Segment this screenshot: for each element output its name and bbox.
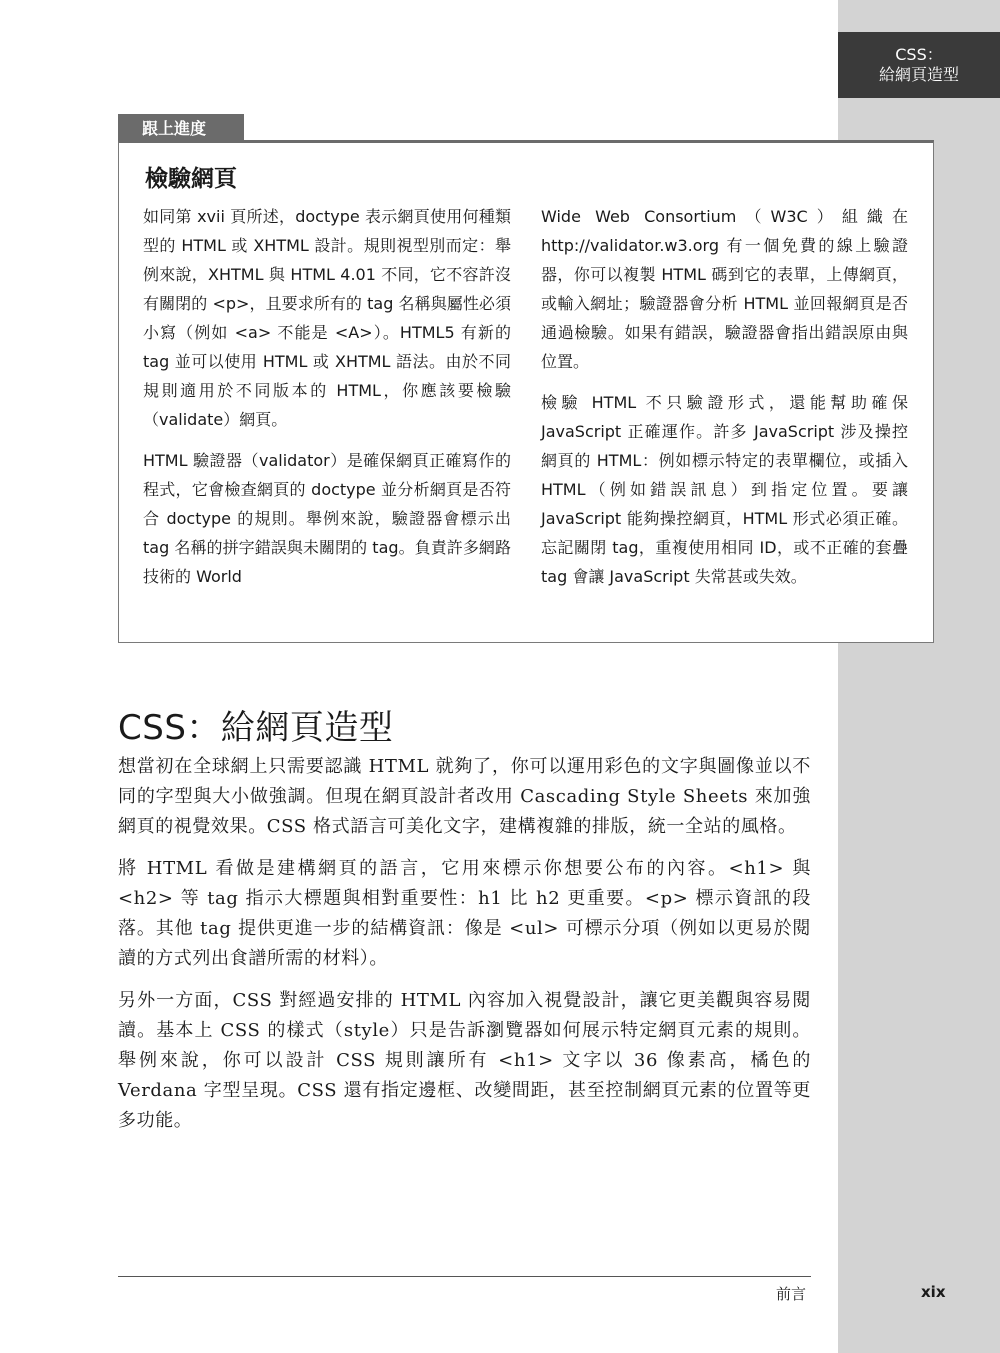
chapter-tab-line2: 給網頁造型 <box>878 65 959 84</box>
sidebar-right-column <box>541 202 908 603</box>
section-heading: CSS：給網頁造型 <box>118 708 394 748</box>
chapter-tab <box>838 32 1000 98</box>
sidebar-box-title: 檢驗網頁 <box>145 166 237 192</box>
footer-divider <box>118 1276 811 1277</box>
chapter-tab-line1: CSS： <box>895 45 943 64</box>
body-paragraph: 將 HTML 看做是建構網頁的語言，它用來標示你想要公布的內容。<h1> 與 <h2> 等 tag 指示大標題與相對重要性：h1 比 h2 更重要。<p> 標示資訊的段落。其他 tag 提供更進一步的結構資訊：像是 <ul> 可標示分項（例如以更易於閱讀的方式列出食譜所需的材料）。 <box>118 858 811 969</box>
section-body <box>118 752 811 1148</box>
body-paragraph: 想當初在全球網上只需要認識 HTML 就夠了，你可以運用彩色的文字與圖像並以不同的字型與大小做強調。但現在網頁設計者改用 Cascading Style Sheets 來加強網頁的視覺效果。CSS 格式語言可美化文字，建構複雜的排版，統一全站的風格。 <box>118 756 811 837</box>
page-number: xix <box>921 1283 946 1301</box>
sidebar-left-column <box>143 202 511 603</box>
sidebar-paragraph: 如同第 xvii 頁所述，doctype 表示網頁使用何種類型的 HTML 或 XHTML 設計。規則視型別而定：舉例來說，XHTML 與 HTML 4.01 不同，它不容許沒有關閉的 <p>，且要求所有的 tag 名稱與屬性必須小寫（例如 <a> 不能是 <A>）。HTML5 有新的 tag 並可以使用 HTML 或 XHTML 語法。由於不同規則適用於不同版本的 HTML，你應該要檢驗（validate）網頁。 <box>143 207 511 429</box>
footer-chapter-label: 前言 <box>776 1285 807 1303</box>
body-paragraph: 另外一方面，CSS 對經過安排的 HTML 內容加入視覺設計，讓它更美觀與容易閱讀。基本上 CSS 的樣式（style）只是告訴瀏覽器如何展示特定網頁元素的規則。舉例來說，你可以設計 CSS 規則讓所有 <h1> 文字以 36 像素高，橘色的 Verdana 字型呈現。CSS 還有指定邊框、改變間距，甚至控制網頁元素的位置等更多功能。 <box>118 990 811 1131</box>
sidebar-paragraph: 檢驗 HTML 不只驗證形式，還能幫助確保 JavaScript 正確運作。許多 JavaScript 涉及操控網頁的 HTML：例如標示特定的表單欄位，或插入 HTML（例如錯誤訊息）到指定位置。要讓 JavaScript 能夠操控網頁，HTML 形式必須正確。忘記關閉 tag，重複使用相同 ID，或不正確的套疊 tag 會讓 JavaScript 失常甚或失效。 <box>541 393 908 586</box>
sidebar-paragraph: Wide Web Consortium（W3C）組織在 http://validator.w3.org 有一個免費的線上驗證器，你可以複製 HTML 碼到它的表單，上傳網頁，或輸入網址；驗證器會分析 HTML 並回報網頁是否通過檢驗。如果有錯誤，驗證器會指出錯誤原由與位置。 <box>541 207 908 371</box>
sidebar-paragraph: HTML 驗證器（validator）是確保網頁正確寫作的程式，它會檢查網頁的 doctype 並分析網頁是否符合 doctype 的規則。舉例來說，驗證器會標示出 tag 名稱的拼字錯誤與未關閉的 tag。負責許多網路技術的 World <box>143 451 511 586</box>
sidebar-box-label: 跟上進度 <box>118 114 244 140</box>
